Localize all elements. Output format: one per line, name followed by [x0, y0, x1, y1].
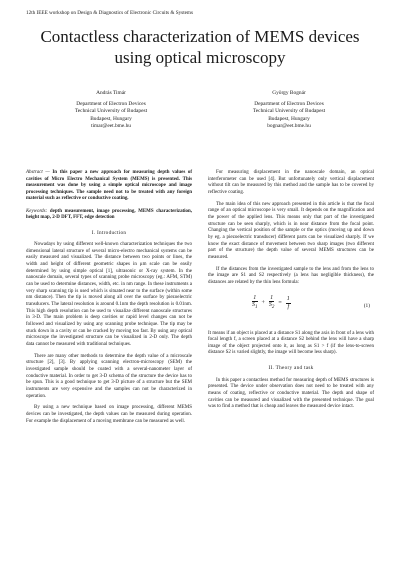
plus-sign: + [261, 299, 265, 306]
abstract-text: In this paper a new approach for measuring depth values of cavities of Micro Electro Mechanical System (MEMS) is presented. This measurement was done by using a simple optical microscope and image processing techniques. The sample need not to be treated with any foreign material such as reflective or conductive coating. [26, 170, 192, 201]
paragraph: For measuring displacement in the nanoscale domain, an optical interferometer can be used [4]. But unfortunately only vertical displacement without tilt can be measured by this method and the sample has to be covered by reflective coating. [208, 170, 374, 195]
keywords [26, 209, 192, 222]
author-1 [26, 90, 196, 131]
right-column [208, 170, 374, 416]
section-heading-introduction: I. Introduction [91, 229, 127, 236]
fraction-1-over-s1: $\frac{1}{S_1}$ [252, 294, 258, 311]
fraction-1-over-f: $\frac{1}{f}$ [286, 296, 290, 310]
author-email: bognar@eet.bme.hu [267, 123, 311, 130]
left-column [26, 170, 192, 430]
paragraph: It means if an object is placed at a distance S1 along the axis in front of a lens with focal length f, a screen placed at a distance S2 behind the lens will have a sharp image of the object projected onto it, as long as S1 > f (if the lens-to-screen distance S2 is varied slightly, the image will become less sharp). [208, 330, 374, 356]
author-university: Technical University of Budapest [252, 108, 326, 115]
keywords-lead: Keywords: [26, 208, 50, 214]
paragraph: Nowadays by using different well-known characterization techniques the two dimensional lateral structure of several micro-electro mechanical systems can be easily measured and visualized. The distance between two points or lines, the width and height of different geometric shapes in μm scale can be easily determined by using simple optical [1], ultrasonic or X-ray system. In the nanoscale domain, several types of scanning probe microscopy (eg.: AFM, STM) can be used to determine distances, width, etc. in nm range. In these instruments a very sharp scanning tip is used which is situated near to the surface (within some nm distance). Then the tip is moved along all over the surface by piezoelectric transducers. The lateral resolution is around 0.1nm the depth resolution is 0.01nm. This high depth resolution can be used to visualize different nanoscale structures in 3-D. The main problem is deep cavities or rapid level changes can not be followed and visualized by using any scanning probe technique. The tip may be stuck down in a cavity or can be cracked by moving too fast. By using any optical microscope the investigated structure can be visualized in 2-D only. The depth data cannot be measured with traditional techniques. [26, 242, 192, 347]
author-university: Technical University of Budapest [74, 108, 148, 115]
abstract [26, 170, 192, 203]
paper-title: Contactless characterization of MEMS devices using optical microscopy [40, 27, 360, 67]
author-name: György Bognár [272, 90, 306, 96]
author-name: András Timár [96, 90, 126, 96]
fraction-1-over-s2: $\frac{1}{S_2}$ [268, 294, 275, 311]
equation-body [250, 295, 293, 313]
author-department: Department of Electron Devices [76, 100, 146, 107]
paragraph: If the distances from the investigated sample to the lens and from the lens to the image are S1 and S2 respectively (a lens has negligible thickness), the distances are related by the thin lens formula: [208, 266, 374, 285]
author-block [26, 90, 374, 160]
author-email: timar@eet.bme.hu [91, 123, 131, 130]
author-department: Department of Electron Devices [254, 100, 324, 107]
author-2 [204, 90, 374, 131]
thin-lens-equation [208, 293, 374, 323]
author-location: Budapest, Hungary [268, 115, 310, 122]
paragraph: In this paper a contactless method for measuring depth of MEMS structures is presented. The device under observation does not need to be treated with any means of coating, reflective or conductive material. The depth and shape of cavities can be measured and visualized with the presented technique. The goal was to find a method that is cheap and leaves the measured device intact. [208, 377, 374, 410]
section-heading-theory: II. Theory and task [268, 365, 314, 372]
author-location: Budapest, Hungary [90, 115, 132, 122]
paragraph: There are many other methods to determine the depth value of a microscale structure [2], [3]. By applying scanning electron-microscopy (SEM) the investigated sample should be coated with a several-nanometer layer of conductive material. In order to get 3-D schema of the structure the device has to be spun. This is a good technique to get 3-D picture of a structure but the SEM instruments are very expensive and the samples can not be characterized in operation. [26, 353, 192, 399]
equals-sign: = [278, 299, 282, 306]
abstract-lead: Abstract — [26, 170, 53, 175]
equation-number: (1) [363, 302, 370, 309]
paragraph: By using a new technique based on image processing, different MEMS devices can be investigated, the depth values can be measured during operation. For example the displacement of a moving membrane can be measured as well. [26, 405, 192, 424]
keywords-text: depth measurement, image processing, MEMS characterization, height map, 2-D DFT, FFT, edge detection [26, 208, 193, 220]
paragraph: The main idea of this new approach presented in this article is that the focal range of an optical microscope is very small. It depends on the magnification and the power of the applied lens. This means only that part of the investigated structure can be seen sharply, which is in near distance from the focal point. Changing the vertical position of the sample or the optics (moving up and down by eg. a piezoelectric transducer) different parts can be visualized sharply. If we know the exact distance of movement between two sharp images (two different part of the structure) the depth value of several MEMS structures can be measured. [208, 201, 374, 260]
conference-header: 12th IEEE workshop on Design & Diagnostics of Electronic Circuits & Systems [26, 10, 193, 16]
